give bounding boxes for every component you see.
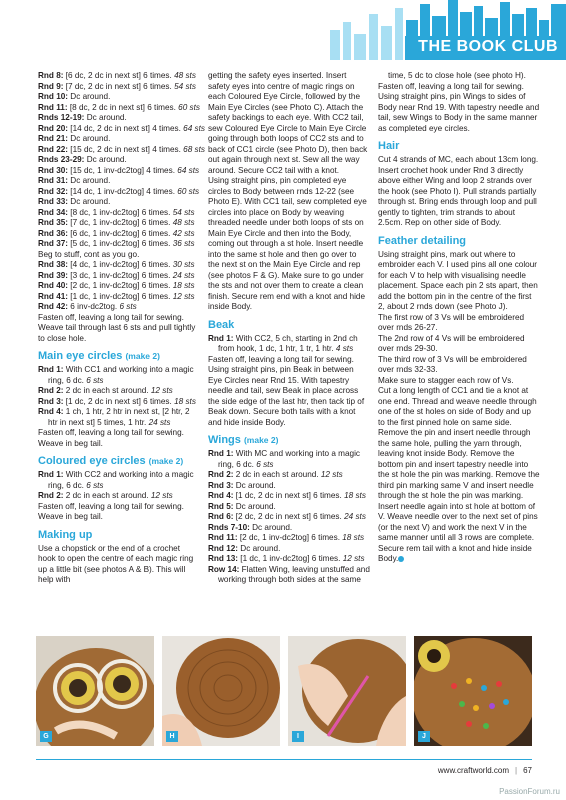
row-count: 6 sts: [119, 302, 137, 311]
section-title: THE BOOK CLUB: [418, 38, 558, 55]
row-label: Rnd 1:: [208, 333, 234, 343]
heading-text: Hair: [378, 140, 400, 152]
row-text: [8 dc, 1 inv-dc2tog] 6 times.: [68, 207, 173, 217]
row-text: Dc around.: [233, 501, 276, 511]
row-count: 24 sts: [172, 270, 195, 280]
row-label: Row 14:: [208, 564, 240, 574]
instruction: Use a chopstick or the end of a crochet hook to open the centre of each magic ring up a little bit (see photos A & B). This will help with: [38, 543, 194, 584]
footer-rule: [36, 759, 532, 760]
row-label: Rnd 39:: [38, 270, 69, 280]
instruction: The 2nd row of 4 Vs will be embroidered over rnds 29-30.: [378, 333, 525, 353]
footer: [438, 766, 532, 775]
row-count: 24 sts: [344, 512, 366, 521]
page-number: 67: [523, 766, 532, 775]
row-count: 30 sts: [172, 260, 195, 269]
row-text: With CC2 and working into a magic: [63, 470, 194, 479]
pattern-row: [38, 218, 200, 229]
row-text: With CC1 and working into a magic: [63, 365, 194, 374]
pattern-row: [38, 166, 200, 177]
pattern-row: [208, 544, 370, 555]
photo-tag: J: [418, 731, 430, 742]
pattern-row: [208, 565, 370, 576]
row-text: 2 dc in each st around.: [63, 491, 151, 500]
row-label: Rnd 5:: [208, 501, 234, 511]
row-text: Dc around.: [68, 134, 111, 143]
pattern-row: [208, 481, 370, 492]
photo-tag: H: [166, 731, 178, 742]
row-text-cont: ring, 6 dc.: [48, 375, 87, 385]
photo-g: [36, 636, 154, 746]
row-label: Rnd 4:: [38, 407, 64, 416]
row-label: Rnd 3:: [208, 480, 234, 490]
pins-photo-icon: [414, 636, 532, 746]
pattern-row: [38, 176, 200, 187]
row-label: Rnd 31:: [38, 176, 69, 185]
pattern-row: [38, 208, 200, 219]
row-count: 54 sts: [174, 81, 196, 91]
row-label: Rnd 35:: [38, 218, 69, 227]
row-label: Rnd 22:: [38, 144, 69, 154]
pattern-row: [38, 260, 200, 271]
pattern-row: [38, 155, 200, 166]
heading-text: Wings: [208, 434, 241, 446]
row-text: Dc around.: [233, 480, 276, 490]
row-label: Rnd 12:: [208, 543, 239, 553]
instruction: Fasten off, leaving a long tail for sewing. Weave in beg tail.: [38, 428, 184, 448]
row-text: [4 dc, 1 inv-dc2tog] 6 times.: [68, 260, 173, 269]
pattern-row: [38, 92, 200, 103]
row-label: Rnd 10:: [38, 92, 69, 101]
pattern-row: [38, 113, 200, 124]
instruction: Fasten off, leaving a long tail for sewing. Weave tail through last 6 sts and pull tightly to close hole.: [38, 312, 196, 343]
row-count: 64 sts: [177, 165, 200, 175]
footer-url[interactable]: www.craftworld.com: [437, 766, 510, 775]
row-count: 12 sts: [172, 291, 195, 301]
instruction: The third row of 3 Vs will be embroidered over rnds 32-33.: [378, 354, 527, 374]
pattern-row: [38, 386, 200, 397]
row-count: 68 sts: [183, 144, 206, 154]
photo-strip: [36, 636, 532, 746]
pattern-row: [38, 292, 200, 303]
photo-h: [162, 636, 280, 746]
pattern-row: [38, 103, 200, 114]
row-label: Rnd 9:: [38, 81, 64, 91]
row-text: [6 dc, 2 dc in next st] 6 times.: [63, 71, 175, 80]
wings-heading: [208, 434, 370, 447]
instruction: Cut 4 strands of MC, each about 13cm long. Insert crochet hook under Rnd 3 directly above either Wing and loop 2 strands over the hook (see Photo I). Pull strands partially through st. Bring ends through loop and pull gently to tighten, trim strands to about 2.5cm. Rep on other side of Body.: [378, 155, 539, 227]
row-count: 18 sts: [172, 281, 195, 290]
photo-j: [414, 636, 532, 746]
instruction: Using straight pins, pin completed eye circles to Body between rnds 12-22 (see Photo E). With CC1 tail, sew completed eye circles into place on Body by weaving threaded needle under both loops of sts on Main Eye Circle and then into the Body, coming out through a st hole. Insert needle into the same st hole and then go over to the next st on the Main Eye Circle and rep (see photos F & G). Make sure to go under the sts and not over them to create a clean finish. Secure rem end with a knot and hide inside Body.: [208, 176, 367, 311]
row-count: 6 sts: [86, 375, 104, 385]
pattern-row: [38, 144, 206, 156]
pattern-row: [38, 187, 200, 198]
row-text: [1 dc, 2 dc in next st] 6 times.: [63, 396, 175, 406]
pattern-row: [208, 512, 370, 523]
heading-text: Coloured eye circles: [38, 455, 146, 467]
row-label: Rnd 21:: [38, 134, 69, 143]
row-label: Rnd 6:: [208, 512, 234, 521]
feather-detailing-heading: [378, 235, 540, 248]
row-label: Rnd 4:: [208, 491, 234, 500]
row-text: Dc around.: [84, 155, 127, 164]
pattern-row: [38, 407, 200, 418]
row-text: [6 dc, 1 inv-dc2tog] 6 times.: [68, 228, 173, 238]
pattern-row: [38, 491, 200, 502]
row-text: 2 dc in each st around.: [233, 470, 321, 479]
row-count: 18 sts: [344, 491, 366, 500]
row-text-cont: ring, 6 dc.: [218, 459, 257, 469]
row-label: Rnd 1:: [38, 470, 64, 479]
row-text: [15 dc, 1 inv-dc2tog] 4 times.: [68, 165, 178, 175]
row-text-cont: ring, 6 dc.: [48, 480, 87, 490]
row-text: Dc around.: [238, 543, 281, 553]
row-label: Rnds 12-19:: [38, 113, 85, 122]
row-text: With MC and working into a magic: [233, 449, 360, 458]
coloured-eye-circles-heading: [38, 455, 200, 468]
heading-text: Main eye circles: [38, 350, 123, 362]
pattern-row: [208, 533, 370, 544]
instruction: The first row of 3 Vs will be embroidered over rnds 26-27.: [378, 312, 525, 332]
header-banner: [0, 0, 566, 60]
pattern-row: [38, 197, 200, 208]
instruction: Fasten off, leaving a long tail for sewing. Using straight pins, pin Wings to sides of Body near Rnd 19. With tapestry needle and tail, sew Wings to Body in the same manner as completed eye circles.: [378, 81, 540, 133]
row-text-cont: from hook, 1 dc, 1 htr, 1 tr, 1 htr.: [218, 344, 336, 353]
pattern-row: [38, 71, 200, 82]
instruction: Beg to stuff, cont as you go.: [38, 249, 140, 259]
hair-hook-photo-icon: [288, 636, 406, 746]
heading-note: (make 2): [125, 351, 160, 361]
row-count: 12 sts: [320, 470, 343, 479]
row-label: Rnd 40:: [38, 281, 69, 290]
row-label: Rnd 20:: [38, 123, 69, 133]
row-text: Dc around.: [84, 113, 127, 122]
row-count: 6 sts: [256, 459, 274, 469]
instruction: time, 5 dc to close hole (see photo H).: [388, 71, 526, 80]
row-count: 48 sts: [172, 218, 195, 227]
wing-photo-icon: [162, 636, 280, 746]
column-2: [208, 71, 370, 586]
row-label: Rnds 7-10:: [208, 522, 250, 532]
row-count: 48 sts: [174, 71, 196, 80]
heading-text: Making up: [38, 528, 93, 541]
row-label: Rnd 38:: [38, 260, 69, 269]
row-text: [1 dc, 2 dc in next st] 6 times.: [233, 491, 345, 500]
pattern-row-cont: [208, 344, 370, 355]
row-text: [15 dc, 2 dc in next st] 4 times.: [68, 144, 184, 154]
pattern-row: [208, 502, 370, 513]
watermark: PassionForum.ru: [499, 787, 560, 796]
pattern-row: [38, 397, 200, 408]
row-text: [14 dc, 2 dc in next st] 4 times.: [68, 123, 184, 133]
pattern-row: [38, 134, 200, 145]
heading-text: Beak: [208, 318, 235, 331]
pattern-row: [38, 365, 200, 376]
row-text: [5 dc, 1 inv-dc2tog] 6 times.: [68, 239, 173, 248]
row-count: 60 sts: [177, 186, 200, 196]
pattern-row: [208, 449, 370, 460]
instruction: Using straight pins, mark out where to embroider each V. I used pins all one colour for each V to help with visualising needle placement. Space each pin 2 sts apart, then add the bottom pin in the centre of the first 2, about 2 rnds down (see Photo J).: [378, 249, 538, 311]
row-label: Rnd 1:: [208, 449, 234, 458]
row-count: 6 sts: [86, 480, 104, 490]
row-count: 42 sts: [172, 228, 195, 238]
column-3: [378, 71, 540, 565]
row-text: 2 dc in each st around.: [63, 386, 151, 395]
main-eye-circles-heading: [38, 350, 200, 363]
row-text: Flatten Wing, leaving unstuffed and: [239, 564, 370, 574]
pattern-row: [208, 334, 370, 345]
row-label: Rnd 13:: [208, 554, 239, 563]
instruction: Make sure to stagger each row of Vs.: [378, 375, 514, 385]
row-label: Rnd 11:: [38, 102, 68, 112]
heading-note: (make 2): [148, 456, 184, 466]
photo-tag: I: [292, 731, 304, 742]
pattern-row-cont: [38, 481, 200, 492]
row-label: Rnd 42:: [38, 302, 69, 311]
beak-heading: [208, 319, 370, 332]
pattern-row-cont: [38, 418, 200, 429]
row-count: 18 sts: [174, 396, 196, 406]
row-text: Dc around.: [68, 92, 111, 101]
row-count: 64 sts: [183, 123, 206, 133]
row-count: 36 sts: [172, 239, 195, 248]
instruction: Fasten off, leaving a long tail for sewing. Weave in beg tail.: [38, 501, 184, 521]
pattern-row: [38, 239, 200, 250]
end-mark-icon: [398, 556, 404, 562]
instruction: Fasten off, leaving a long tail for sewing. Using straight pins, pin Beak in between Eye Circles near Rnd 15. With tapestry needle and tail, sew Beak in place across the side edge of the last htr, then tack tip of Beak down. Secure both tails with a knot and hide inside Body.: [208, 354, 365, 427]
row-text: 6 inv-dc2tog.: [68, 302, 120, 311]
row-text: With CC2, 5 ch, starting in 2nd ch: [233, 333, 358, 343]
row-count: 12 sts: [150, 386, 173, 395]
row-count: 12 sts: [342, 554, 365, 563]
row-label: Rnd 37:: [38, 239, 69, 248]
row-label: Rnd 11:: [208, 533, 238, 542]
row-text-cont: htr in next st] 5 times, 1 htr.: [48, 417, 149, 427]
pattern-row-cont: [208, 575, 370, 586]
pattern-row-cont: [38, 376, 200, 387]
pattern-row: [208, 491, 370, 502]
row-text: [8 dc, 2 dc in next st] 6 times.: [67, 102, 179, 112]
pattern-row: [38, 229, 200, 240]
pattern-row: [38, 470, 200, 481]
pattern-row: [208, 554, 370, 565]
pattern-row: [38, 302, 200, 313]
row-text: Dc around.: [249, 522, 293, 532]
heading-text: Feather detailing: [378, 234, 467, 247]
row-text: 1 ch, 1 htr, 2 htr in next st, [2 htr, 2: [63, 407, 190, 416]
row-label: Rnd 32:: [38, 186, 69, 196]
instruction: getting the safety eyes inserted. Insert safety eyes into centre of magic rings on each Coloured Eye Circle, followed by the Main Eye Circles (see Photo C). Attach the safety backings to each eye. With CC2 tail, sew Coloured Eye Circle to Main Eye Circle going through both loops of CC2 sts and to back of CC1 circle (see Photo D), then back out again through next st. Sew all the way around. Secure CC2 tail with a knot.: [208, 71, 368, 175]
row-text: [1 dc, 1 inv-dc2tog] 6 times.: [68, 291, 173, 301]
row-label: Rnd 2:: [208, 470, 234, 479]
row-count: 4 sts: [335, 344, 354, 353]
row-text: [3 dc, 1 inv-dc2tog] 6 times.: [68, 270, 173, 280]
row-label: Rnd 2:: [38, 386, 64, 395]
photo-tag: G: [40, 731, 52, 742]
pattern-row-cont: [208, 460, 370, 471]
row-text-cont: working through both sides at the same: [218, 575, 361, 584]
row-label: Rnd 1:: [38, 365, 64, 374]
row-count: 18 sts: [342, 533, 365, 542]
row-text: [14 dc, 1 inv-dc2tog] 4 times.: [68, 186, 178, 196]
pattern-row: [38, 123, 206, 135]
row-text: [7 dc, 1 inv-dc2tog] 6 times.: [68, 218, 173, 227]
making-up-heading: [38, 529, 200, 542]
footer-separator: |: [515, 766, 518, 775]
pattern-row: [208, 470, 370, 481]
row-text: Dc around.: [68, 176, 111, 185]
photo-i: [288, 636, 406, 746]
row-text: [2 dc, 1 inv-dc2tog] 6 times.: [237, 533, 343, 542]
row-label: Rnd 3:: [38, 396, 64, 406]
row-count: 60 sts: [178, 102, 201, 112]
row-label: Rnd 33:: [38, 197, 69, 206]
pattern-row: [38, 82, 200, 93]
row-text: [2 dc, 2 dc in next st] 6 times.: [233, 512, 345, 521]
column-1: [38, 71, 206, 586]
hair-heading: [378, 140, 540, 153]
row-label: Rnd 2:: [38, 491, 64, 500]
row-count: 54 sts: [172, 207, 195, 217]
pattern-row: [38, 281, 200, 292]
row-text: Dc around.: [68, 197, 111, 206]
row-label: Rnd 34:: [38, 207, 69, 217]
pattern-row: [38, 271, 200, 282]
instruction: Cut a long length of CC1 and tie a knot at one end. Thread and weave needle through one of the st holes on side of Body and up to the first pinned hole on same side. Remove the pin and insert needle through the same hole, pulling the yarn through, leaving knot inside Body. Remove the bottom pin and insert tapestry needle into the st hole the pin was marking. Remove the third pin marking same V and insert needle through the st hole the pin was marking. Insert needle again into st hole at bottom of V. Weave needle over to the next set of pins (or the next V) and work the next V in the same manner until all 3 rows are complete. Secure rem tail with a knot and hide inside Body.: [378, 386, 540, 563]
row-label: Rnds 23-29:: [38, 155, 85, 164]
owl-eyes-photo-icon: [36, 636, 154, 746]
row-label: Rnd 30:: [38, 165, 69, 175]
row-text: [2 dc, 1 inv-dc2tog] 6 times.: [68, 281, 173, 290]
row-label: Rnd 36:: [38, 228, 69, 238]
row-text: [1 dc, 1 inv-dc2tog] 6 times.: [238, 554, 343, 563]
row-count: 12 sts: [150, 491, 173, 500]
row-text: [7 dc, 2 dc in next st] 6 times.: [63, 81, 175, 91]
row-label: Rnd 41:: [38, 291, 69, 301]
row-label: Rnd 8:: [38, 71, 64, 80]
heading-note: (make 2): [243, 435, 279, 445]
pattern-row: [208, 523, 370, 534]
row-count: 24 sts: [148, 417, 171, 427]
